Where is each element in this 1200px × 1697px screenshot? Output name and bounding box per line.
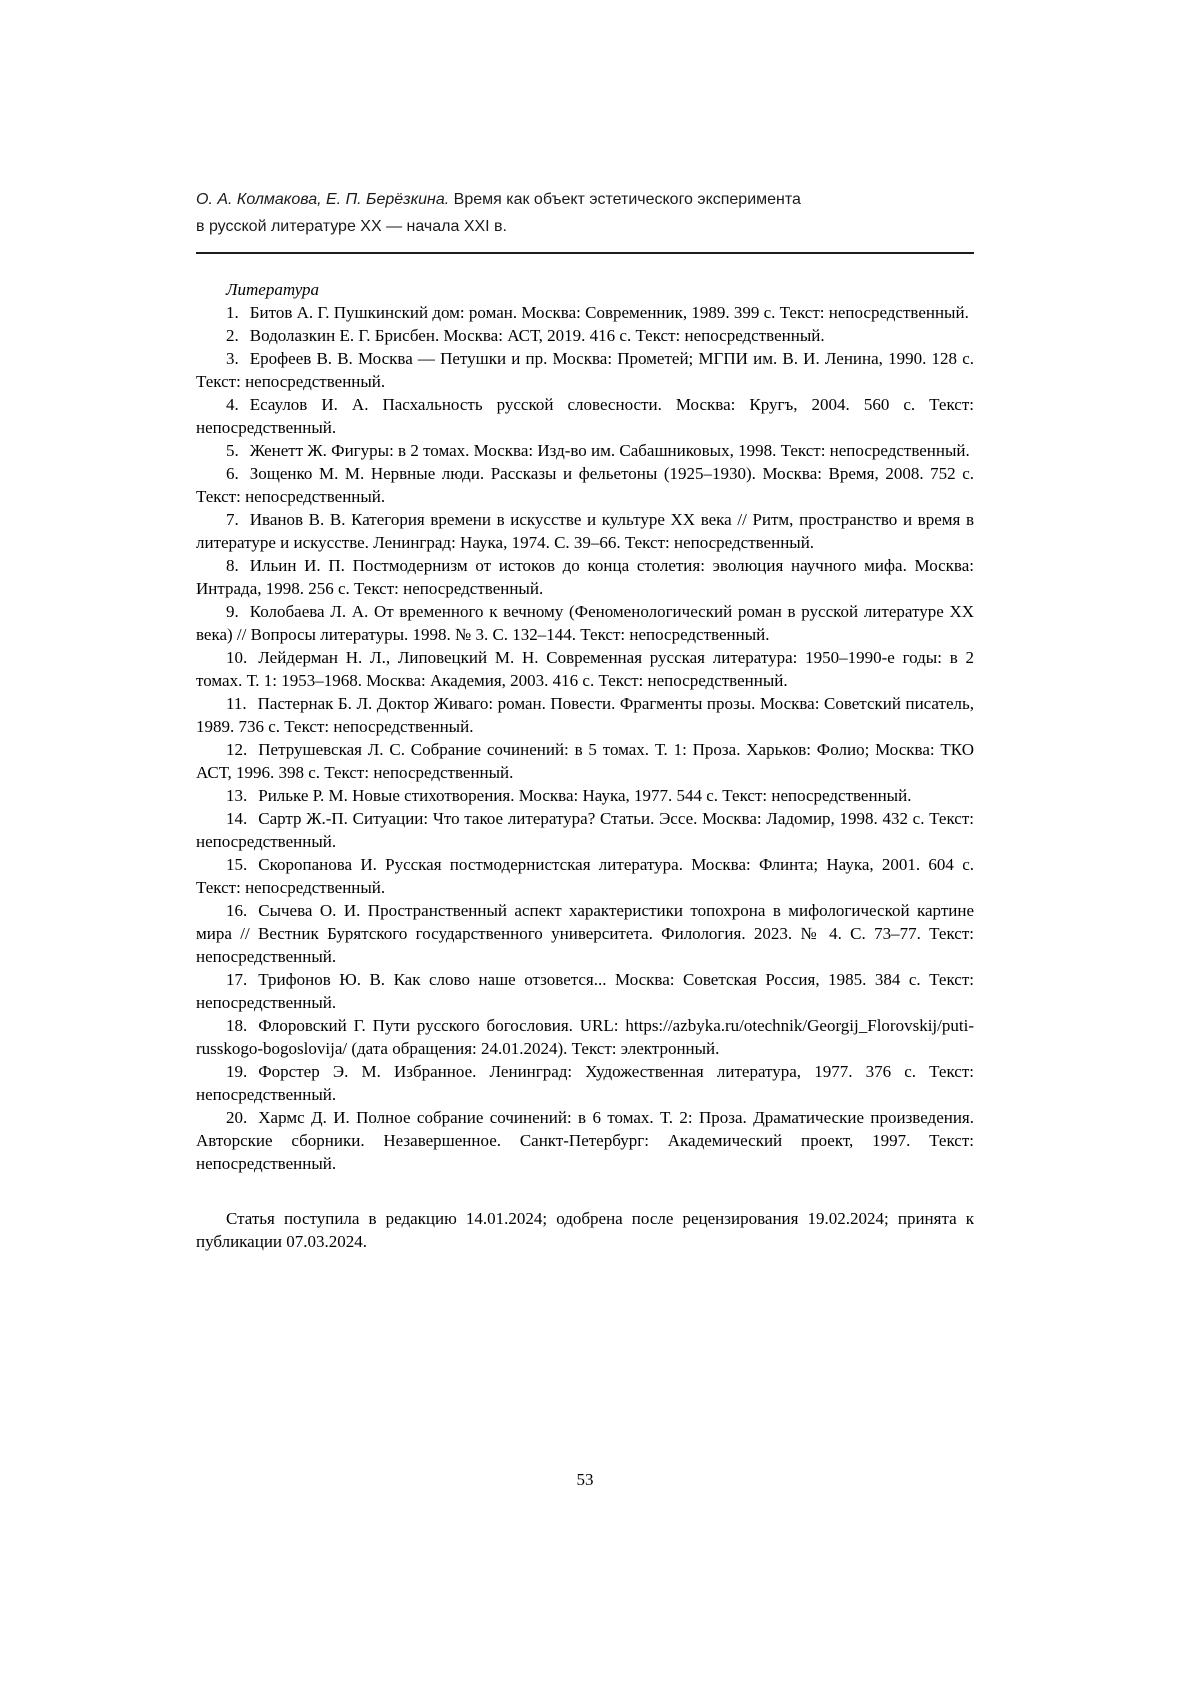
reference-number: 1.	[226, 303, 239, 322]
reference-item	[196, 784, 974, 807]
running-header-title-line2: в русской литературе XX — начала XXI в.	[196, 218, 507, 235]
section-heading: Литература	[226, 280, 320, 299]
reference-text: Флоровский Г. Пути русского богословия. URL: https://azbyka.ru/otechnik/Georgij_Florovskij/puti-russkogo-bogoslovija/ (дата обращения: 24.01.2024). Текст: электронный.	[196, 1016, 974, 1058]
reference-text: Есаулов И. А. Пасхальность русской словесности. Москва: Кругъ, 2004. 560 с. Текст: непосредственный.	[196, 395, 974, 437]
reference-text: Водолазкин Е. Г. Брисбен. Москва: АСТ, 2019. 416 с. Текст: непосредственный.	[249, 326, 825, 345]
reference-text: Трифонов Ю. В. Как слово наше отзовется... Москва: Советская Россия, 1985. 384 с. Текст: непосредственный.	[196, 970, 974, 1012]
reference-number: 11.	[226, 694, 247, 713]
reference-number: 2.	[226, 326, 239, 345]
header-divider	[196, 252, 974, 254]
reference-number: 4.	[226, 395, 239, 414]
reference-item	[196, 508, 974, 554]
reference-item	[196, 347, 974, 393]
reference-item	[196, 439, 974, 462]
reference-text: Иванов В. В. Категория времени в искусстве и культуре XX века // Ритм, пространство и время в литературе и искусстве. Ленинград: Наука, 1974. С. 39–66. Текст: непосредственный.	[196, 510, 974, 552]
reference-number: 16.	[226, 901, 248, 920]
reference-text: Лейдерман Н. Л., Липовецкий М. Н. Современная русская литература: 1950–1990-е годы: в 2 томах. Т. 1: 1953–1968. Москва: Академия, 2003. 416 с. Текст: непосредственный.	[196, 648, 974, 690]
reference-number: 19.	[226, 1062, 248, 1081]
reference-item	[196, 807, 974, 853]
reference-text: Форстер Э. М. Избранное. Ленинград: Художественная литература, 1977. 376 с. Текст: непосредственный.	[196, 1062, 974, 1104]
reference-number: 10.	[226, 648, 248, 667]
reference-text: Ерофеев В. В. Москва — Петушки и пр. Москва: Прометей; МГПИ им. В. И. Ленина, 1990. 128 с. Текст: непосредственный.	[196, 349, 974, 391]
reference-number: 7.	[226, 510, 239, 529]
reference-item	[196, 853, 974, 899]
page-content	[196, 186, 974, 1253]
reference-text: Скоропанова И. Русская постмодернистская литература. Москва: Флинта; Наука, 2001. 604 с. Текст: непосредственный.	[196, 855, 974, 897]
reference-number: 14.	[226, 809, 248, 828]
reference-item	[196, 646, 974, 692]
reference-text: Ильин И. П. Постмодернизм от истоков до конца столетия: эволюция научного мифа. Москва: Интрада, 1998. 256 с. Текст: непосредственный.	[196, 556, 974, 598]
reference-item	[196, 968, 974, 1014]
reference-text: Женетт Ж. Фигуры: в 2 томах. Москва: Изд-во им. Сабашниковых, 1998. Текст: непосредственный.	[249, 441, 970, 460]
reference-number: 20.	[226, 1108, 248, 1127]
reference-number: 5.	[226, 441, 239, 460]
reference-text: Пастернак Б. Л. Доктор Живаго: роман. Повести. Фрагменты прозы. Москва: Советский писатель, 1989. 736 с. Текст: непосредственный.	[196, 694, 974, 736]
reference-text: Зощенко М. М. Нервные люди. Рассказы и фельетоны (1925–1930). Москва: Время, 2008. 752 с. Текст: непосредственный.	[196, 464, 974, 506]
reference-number: 18.	[226, 1016, 248, 1035]
reference-item	[196, 1060, 974, 1106]
reference-number: 3.	[226, 349, 239, 368]
reference-text: Битов А. Г. Пушкинский дом: роман. Москва: Современник, 1989. 399 с. Текст: непосредственный.	[249, 303, 969, 322]
reference-item	[196, 738, 974, 784]
reference-text: Петрушевская Л. С. Собрание сочинений: в 5 томах. Т. 1: Проза. Харьков: Фолио; Москва: ТКО АСТ, 1996. 398 с. Текст: непосредственный.	[196, 740, 974, 782]
page-number: 53	[576, 1470, 594, 1489]
submission-note: Статья поступила в редакцию 14.01.2024; одобрена после рецензирования 19.02.2024; принята к публикации 07.03.2024.	[196, 1209, 974, 1251]
reference-text: Сычева О. И. Пространственный аспект характеристики топохрона в мифологической картине мира // Вестник Бурятского государственного университета. Филология. 2023. № 4. С. 73–77. Текст: непосредственный.	[196, 901, 974, 966]
reference-item	[196, 393, 974, 439]
reference-number: 13.	[226, 786, 248, 805]
reference-item	[196, 554, 974, 600]
references-list	[196, 301, 974, 1175]
reference-item	[196, 1106, 974, 1175]
running-header	[196, 186, 974, 240]
reference-text: Сартр Ж.-П. Ситуации: Что такое литература? Статьи. Эссе. Москва: Ладомир, 1998. 432 с. Текст: непосредственный.	[196, 809, 974, 851]
reference-number: 15.	[226, 855, 248, 874]
reference-number: 6.	[226, 464, 239, 483]
reference-item	[196, 462, 974, 508]
reference-number: 17.	[226, 970, 248, 989]
reference-number: 9.	[226, 602, 239, 621]
reference-number: 8.	[226, 556, 239, 575]
reference-item	[196, 301, 974, 324]
reference-text: Колобаева Л. А. От временного к вечному (Феноменологический роман в русской литературе XX века) // Вопросы литературы. 1998. № 3. С. 132–144. Текст: непосредственный.	[196, 602, 974, 644]
reference-text: Рильке Р. М. Новые стихотворения. Москва: Наука, 1977. 544 с. Текст: непосредственный.	[258, 786, 912, 805]
running-header-authors: О. А. Колмакова, Е. П. Берёзкина.	[196, 191, 450, 208]
reference-number: 12.	[226, 740, 248, 759]
reference-item	[196, 600, 974, 646]
reference-item	[196, 324, 974, 347]
reference-text: Хармс Д. И. Полное собрание сочинений: в 6 томах. Т. 2: Проза. Драматические произведения. Авторские сборники. Незавершенное. Санкт-Петербург: Академический проект, 1997. Текст: непосредственный.	[196, 1108, 974, 1173]
reference-item	[196, 899, 974, 968]
reference-item	[196, 1014, 974, 1060]
running-header-title: Время как объект эстетического эксперимента	[453, 191, 801, 208]
reference-item	[196, 692, 974, 738]
